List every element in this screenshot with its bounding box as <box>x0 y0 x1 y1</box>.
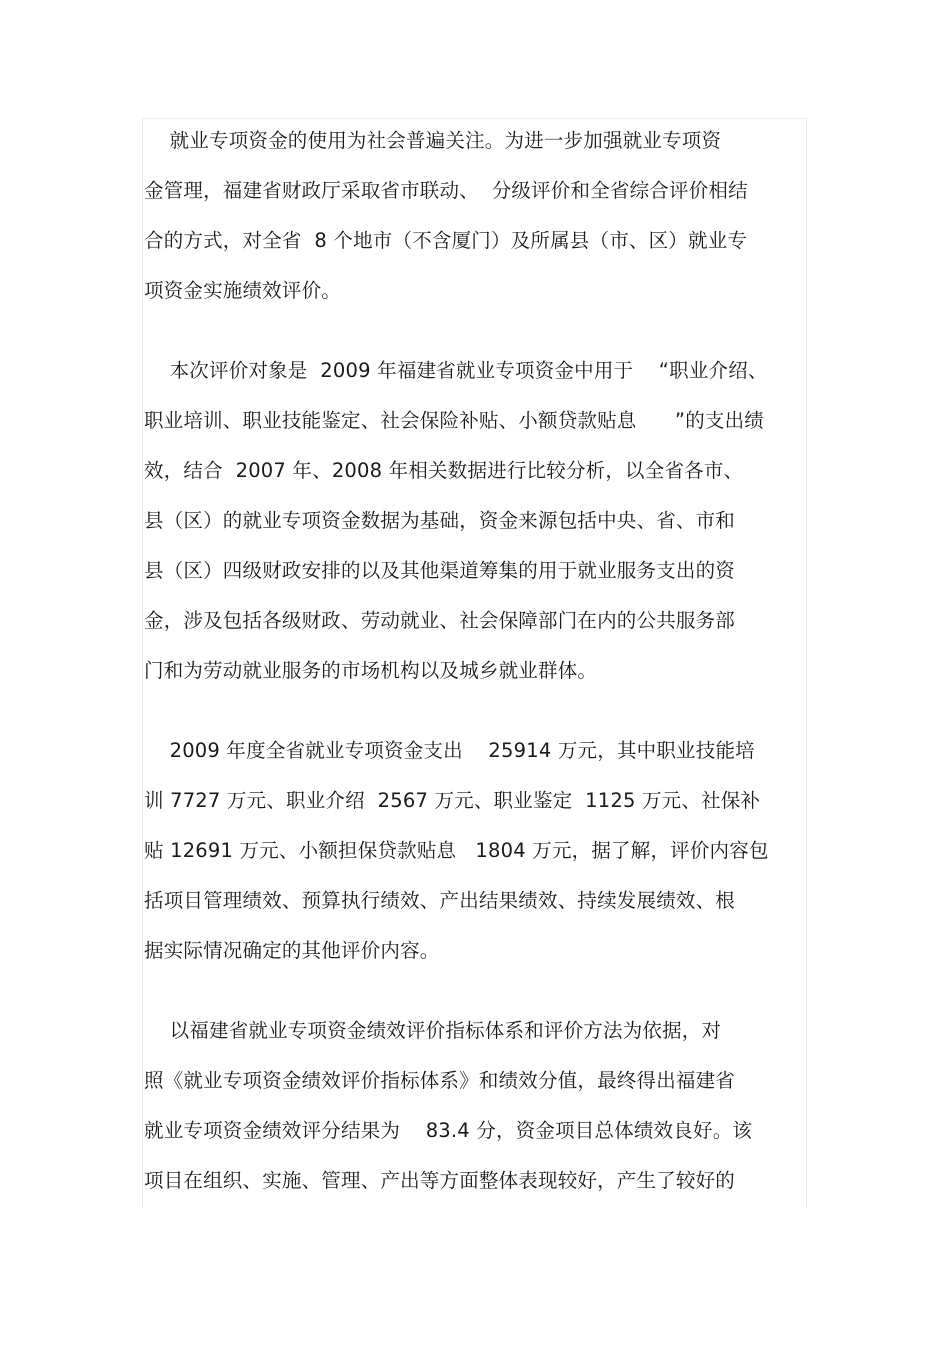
paragraph-1-line-3: 合的方式，对全省 8 个地市（不含厦门）及所属县（市、区）就业专 <box>144 229 748 252</box>
paragraph-4-line-3: 就业专项资金绩效评分结果为 83.4 分，资金项目总体绩效良好。该 <box>144 1119 753 1142</box>
paragraph-3-line-4: 括项目管理绩效、预算执行绩效、产出结果绩效、持续发展绩效、根 <box>144 889 736 912</box>
paragraph-4-line-4: 项目在组织、实施、管理、产出等方面整体表现较好，产生了较好的 <box>144 1169 736 1192</box>
paragraph-1-line-4: 项资金实施绩效评价。 <box>144 279 342 302</box>
paragraph-2-line-2: 职业培训、职业技能鉴定、社会保险补贴、小额贷款贴息 ”的支出绩 <box>144 409 764 432</box>
paragraph-2-line-4: 县（区）的就业专项资金数据为基础，资金来源包括中央、省、市和 <box>144 509 736 532</box>
paragraph-3-line-3: 贴 12691 万元、小额担保贷款贴息 1804 万元，据了解，评价内容包 <box>144 839 769 862</box>
paragraph-4-line-2: 照《就业专项资金绩效评价指标体系》和绩效分值，最终得出福建省 <box>144 1069 736 1092</box>
paragraph-2-line-1: 本次评价对象是 2009 年福建省就业专项资金中用于 “职业介绍、 <box>144 359 768 382</box>
paragraph-3-line-1: 2009 年度全省就业专项资金支出 25914 万元，其中职业技能培 <box>144 739 755 762</box>
paragraph-3-line-2: 训 7727 万元、职业介绍 2567 万元、职业鉴定 1125 万元、社保补 <box>144 789 761 812</box>
paragraph-2-line-3: 效，结合 2007 年、2008 年相关数据进行比较分析，以全省各市、 <box>144 459 744 482</box>
paragraph-1-line-1: 就业专项资金的使用为社会普遍关注。为进一步加强就业专项资 <box>144 129 722 152</box>
paragraph-2-line-7: 门和为劳动就业服务的市场机构以及城乡就业群体。 <box>144 659 598 682</box>
paragraph-3-line-5: 据实际情况确定的其他评价内容。 <box>144 939 440 962</box>
paragraph-2-line-5: 县（区）四级财政安排的以及其他渠道筹集的用于就业服务支出的资 <box>144 559 736 582</box>
paragraph-4-line-1: 以福建省就业专项资金绩效评价指标体系和评价方法为依据，对 <box>144 1019 722 1042</box>
paragraph-2-line-6: 金，涉及包括各级财政、劳动就业、社会保障部门在内的公共服务部 <box>144 609 736 632</box>
paragraph-1-line-2: 金管理，福建省财政厅采取省市联动、 分级评价和全省综合评价相结 <box>144 179 748 202</box>
